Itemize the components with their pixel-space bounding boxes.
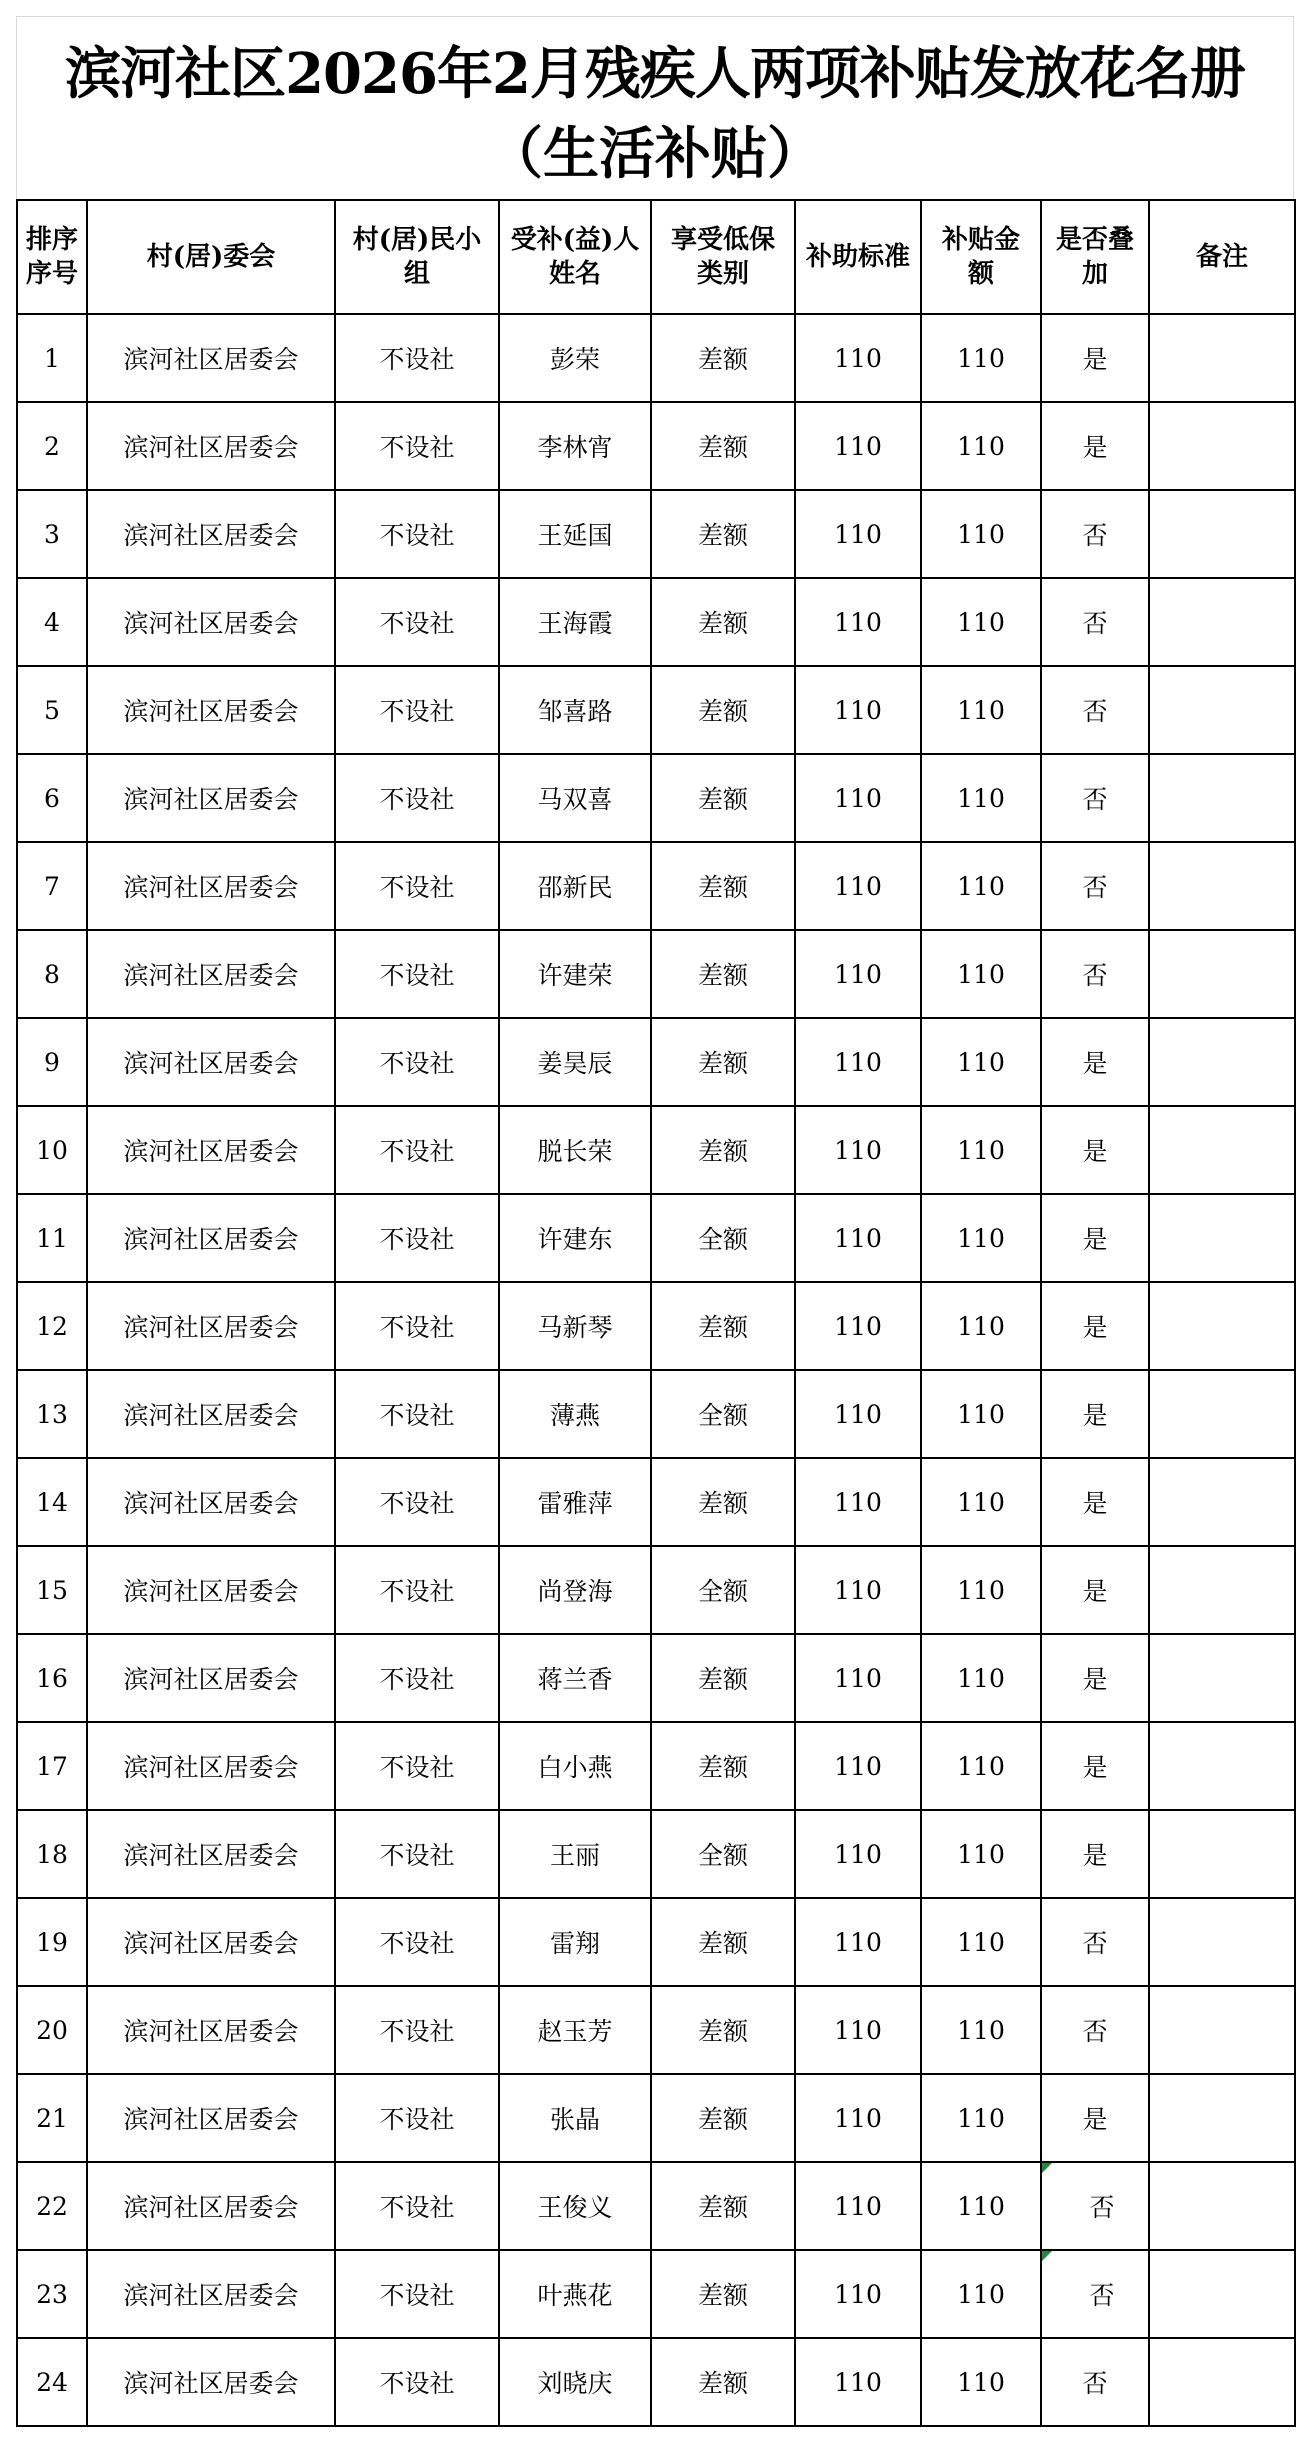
cell-group: 不设社	[335, 2162, 499, 2250]
cell-group: 不设社	[335, 842, 499, 930]
cell-amount: 110	[921, 490, 1041, 578]
table-row	[17, 1722, 1295, 1810]
cell-note	[1149, 1986, 1295, 2074]
cell-overlap: 是	[1041, 1194, 1149, 1282]
cell-standard: 110	[795, 930, 921, 1018]
cell-amount: 110	[921, 1986, 1041, 2074]
cell-amount: 110	[921, 930, 1041, 1018]
cell-note	[1149, 402, 1295, 490]
document-title: 滨河社区2026年2月残疾人两项补贴发放花名册	[65, 41, 1245, 107]
cell-note	[1149, 1106, 1295, 1194]
table-row	[17, 930, 1295, 1018]
cell-overlap: 是	[1041, 314, 1149, 402]
cell-group: 不设社	[335, 314, 499, 402]
header-row	[17, 200, 1295, 314]
cell-standard: 110	[795, 2250, 921, 2338]
cell-overlap: 是	[1041, 1458, 1149, 1546]
cell-category: 差额	[651, 314, 795, 402]
cell-name: 王海霞	[499, 578, 651, 666]
cell-name: 王延国	[499, 490, 651, 578]
table-row	[17, 1898, 1295, 1986]
cell-amount: 110	[921, 1194, 1041, 1282]
cell-group: 不设社	[335, 1194, 499, 1282]
cell-category: 差额	[651, 930, 795, 1018]
cell-overlap: 是	[1041, 2074, 1149, 2162]
cell-name: 马双喜	[499, 754, 651, 842]
header-category-label: 享受低保 类别	[670, 225, 775, 289]
cell-amount: 110	[921, 1634, 1041, 1722]
cell-group: 不设社	[335, 666, 499, 754]
cell-committee: 滨河社区居委会	[87, 1986, 335, 2074]
header-note	[1149, 200, 1295, 314]
cell-standard: 110	[795, 314, 921, 402]
cell-name: 蒋兰香	[499, 1634, 651, 1722]
cell-committee: 滨河社区居委会	[87, 1106, 335, 1194]
cell-name: 彭荣	[499, 314, 651, 402]
cell-note	[1149, 314, 1295, 402]
cell-category: 差额	[651, 754, 795, 842]
cell-committee: 滨河社区居委会	[87, 1370, 335, 1458]
document-subtitle: （生活补贴）	[487, 121, 823, 187]
cell-seq: 1	[17, 314, 87, 402]
cell-standard: 110	[795, 1106, 921, 1194]
cell-committee: 滨河社区居委会	[87, 2250, 335, 2338]
table-row	[17, 2074, 1295, 2162]
cell-amount: 110	[921, 314, 1041, 402]
cell-group: 不设社	[335, 1986, 499, 2074]
cell-committee: 滨河社区居委会	[87, 930, 335, 1018]
cell-seq: 18	[17, 1810, 87, 1898]
cell-standard: 110	[795, 1018, 921, 1106]
cell-standard: 110	[795, 1898, 921, 1986]
header-committee	[87, 200, 335, 314]
cell-group: 不设社	[335, 930, 499, 1018]
cell-overlap: 是	[1041, 402, 1149, 490]
cell-group: 不设社	[335, 1106, 499, 1194]
cell-seq: 14	[17, 1458, 87, 1546]
cell-overlap: 是	[1041, 1722, 1149, 1810]
cell-note	[1149, 490, 1295, 578]
cell-name: 许建东	[499, 1194, 651, 1282]
cell-note	[1149, 666, 1295, 754]
cell-category: 差额	[651, 1282, 795, 1370]
cell-amount: 110	[921, 1546, 1041, 1634]
cell-amount: 110	[921, 2074, 1041, 2162]
header-standard-label: 补助标准	[805, 242, 910, 272]
header-amount	[921, 200, 1041, 314]
cell-note	[1149, 578, 1295, 666]
cell-group: 不设社	[335, 1282, 499, 1370]
cell-standard: 110	[795, 2074, 921, 2162]
cell-amount: 110	[921, 666, 1041, 754]
table-row	[17, 1106, 1295, 1194]
cell-note	[1149, 2338, 1295, 2426]
cell-category: 差额	[651, 2250, 795, 2338]
cell-category: 差额	[651, 1986, 795, 2074]
cell-overlap: 否	[1041, 930, 1149, 1018]
cell-committee: 滨河社区居委会	[87, 2074, 335, 2162]
cell-amount: 110	[921, 842, 1041, 930]
roster-sheet	[16, 16, 1294, 2427]
cell-note	[1149, 2074, 1295, 2162]
cell-category: 差额	[651, 666, 795, 754]
header-committee-label: 村(居)委会	[146, 242, 276, 272]
cell-seq: 13	[17, 1370, 87, 1458]
cell-category: 差额	[651, 2162, 795, 2250]
header-overlap	[1041, 200, 1149, 314]
cell-name: 姜昊辰	[499, 1018, 651, 1106]
cell-seq: 6	[17, 754, 87, 842]
cell-name: 邵新民	[499, 842, 651, 930]
cell-committee: 滨河社区居委会	[87, 578, 335, 666]
cell-note	[1149, 1282, 1295, 1370]
cell-group: 不设社	[335, 578, 499, 666]
cell-amount: 110	[921, 402, 1041, 490]
cell-standard: 110	[795, 1546, 921, 1634]
table-row	[17, 1018, 1295, 1106]
cell-name: 马新琴	[499, 1282, 651, 1370]
cell-seq: 9	[17, 1018, 87, 1106]
cell-category: 差额	[651, 1634, 795, 1722]
cell-category: 差额	[651, 2074, 795, 2162]
cell-category: 差额	[651, 1018, 795, 1106]
cell-standard: 110	[795, 666, 921, 754]
table-row	[17, 1634, 1295, 1722]
cell-committee: 滨河社区居委会	[87, 1282, 335, 1370]
cell-group: 不设社	[335, 1458, 499, 1546]
cell-seq: 2	[17, 402, 87, 490]
cell-name: 李林宵	[499, 402, 651, 490]
cell-name: 王俊义	[499, 2162, 651, 2250]
cell-amount: 110	[921, 1106, 1041, 1194]
cell-seq: 19	[17, 1898, 87, 1986]
cell-committee: 滨河社区居委会	[87, 842, 335, 930]
cell-amount: 110	[921, 754, 1041, 842]
cell-overlap: 否	[1041, 2338, 1149, 2426]
cell-category: 差额	[651, 1458, 795, 1546]
header-seq	[17, 200, 87, 314]
cell-standard: 110	[795, 1986, 921, 2074]
cell-overlap: 否	[1041, 490, 1149, 578]
cell-note	[1149, 842, 1295, 930]
cell-group: 不设社	[335, 1546, 499, 1634]
cell-group: 不设社	[335, 754, 499, 842]
cell-standard: 110	[795, 842, 921, 930]
cell-standard: 110	[795, 1370, 921, 1458]
cell-committee: 滨河社区居委会	[87, 402, 335, 490]
table-row	[17, 1458, 1295, 1546]
cell-group: 不设社	[335, 1018, 499, 1106]
cell-note	[1149, 1458, 1295, 1546]
cell-standard: 110	[795, 1634, 921, 1722]
cell-committee: 滨河社区居委会	[87, 1546, 335, 1634]
table-row	[17, 490, 1295, 578]
header-category	[651, 200, 795, 314]
cell-amount: 110	[921, 1722, 1041, 1810]
header-overlap-label: 是否叠 加	[1055, 225, 1134, 289]
cell-seq: 10	[17, 1106, 87, 1194]
cell-name: 刘晓庆	[499, 2338, 651, 2426]
roster-body	[17, 314, 1295, 2426]
cell-note	[1149, 1898, 1295, 1986]
cell-note	[1149, 1018, 1295, 1106]
cell-overlap: 是	[1041, 1106, 1149, 1194]
cell-category: 全额	[651, 1370, 795, 1458]
cell-amount: 110	[921, 578, 1041, 666]
cell-overlap: 否	[1041, 2250, 1149, 2338]
cell-standard: 110	[795, 1282, 921, 1370]
cell-committee: 滨河社区居委会	[87, 1634, 335, 1722]
cell-seq: 16	[17, 1634, 87, 1722]
cell-committee: 滨河社区居委会	[87, 490, 335, 578]
cell-committee: 滨河社区居委会	[87, 1898, 335, 1986]
header-note-label: 备注	[1195, 242, 1248, 272]
cell-overlap: 否	[1041, 2162, 1149, 2250]
table-row	[17, 1194, 1295, 1282]
cell-amount: 110	[921, 1282, 1041, 1370]
cell-name: 赵玉芳	[499, 1986, 651, 2074]
cell-committee: 滨河社区居委会	[87, 2162, 335, 2250]
header-group	[335, 200, 499, 314]
cell-seq: 17	[17, 1722, 87, 1810]
cell-overlap: 是	[1041, 1634, 1149, 1722]
cell-seq: 23	[17, 2250, 87, 2338]
cell-overlap: 否	[1041, 1986, 1149, 2074]
cell-category: 全额	[651, 1194, 795, 1282]
cell-standard: 110	[795, 1722, 921, 1810]
table-row	[17, 2250, 1295, 2338]
table-row	[17, 1810, 1295, 1898]
header-name-label: 受补(益)人 姓名	[510, 225, 640, 289]
cell-category: 全额	[651, 1810, 795, 1898]
cell-seq: 24	[17, 2338, 87, 2426]
cell-note	[1149, 2162, 1295, 2250]
cell-committee: 滨河社区居委会	[87, 1458, 335, 1546]
cell-name: 王丽	[499, 1810, 651, 1898]
cell-committee: 滨河社区居委会	[87, 666, 335, 754]
cell-overlap: 否	[1041, 666, 1149, 754]
cell-category: 差额	[651, 1106, 795, 1194]
cell-standard: 110	[795, 490, 921, 578]
header-amount-label: 补贴金 额	[941, 225, 1020, 289]
cell-name: 雷雅萍	[499, 1458, 651, 1546]
cell-category: 全额	[651, 1546, 795, 1634]
cell-seq: 21	[17, 2074, 87, 2162]
header-group-label: 村(居)民小 组	[352, 225, 482, 289]
cell-name: 雷翔	[499, 1898, 651, 1986]
cell-committee: 滨河社区居委会	[87, 1810, 335, 1898]
table-row	[17, 1986, 1295, 2074]
cell-category: 差额	[651, 1898, 795, 1986]
cell-standard: 110	[795, 754, 921, 842]
cell-note	[1149, 1722, 1295, 1810]
cell-group: 不设社	[335, 402, 499, 490]
cell-amount: 110	[921, 1018, 1041, 1106]
cell-name: 叶燕花	[499, 2250, 651, 2338]
cell-group: 不设社	[335, 2250, 499, 2338]
cell-committee: 滨河社区居委会	[87, 1018, 335, 1106]
table-row	[17, 2338, 1295, 2426]
cell-committee: 滨河社区居委会	[87, 2338, 335, 2426]
cell-group: 不设社	[335, 1810, 499, 1898]
cell-seq: 22	[17, 2162, 87, 2250]
table-row	[17, 754, 1295, 842]
header-seq-label: 排序 序号	[25, 225, 78, 289]
table-row	[17, 666, 1295, 754]
cell-category: 差额	[651, 490, 795, 578]
cell-group: 不设社	[335, 1634, 499, 1722]
cell-group: 不设社	[335, 1722, 499, 1810]
cell-amount: 110	[921, 1810, 1041, 1898]
cell-seq: 8	[17, 930, 87, 1018]
cell-name: 邹喜路	[499, 666, 651, 754]
cell-seq: 3	[17, 490, 87, 578]
cell-note	[1149, 930, 1295, 1018]
cell-group: 不设社	[335, 490, 499, 578]
cell-standard: 110	[795, 1810, 921, 1898]
cell-committee: 滨河社区居委会	[87, 754, 335, 842]
cell-note	[1149, 1810, 1295, 1898]
cell-overlap: 否	[1041, 578, 1149, 666]
cell-seq: 5	[17, 666, 87, 754]
table-row	[17, 578, 1295, 666]
cell-overlap: 否	[1041, 1898, 1149, 1986]
cell-category: 差额	[651, 402, 795, 490]
cell-note	[1149, 1370, 1295, 1458]
cell-name: 脱长荣	[499, 1106, 651, 1194]
roster-table	[16, 199, 1296, 2427]
header-standard	[795, 200, 921, 314]
cell-category: 差额	[651, 578, 795, 666]
cell-name: 白小燕	[499, 1722, 651, 1810]
cell-amount: 110	[921, 1458, 1041, 1546]
cell-overlap: 否	[1041, 754, 1149, 842]
cell-note	[1149, 754, 1295, 842]
table-row	[17, 1282, 1295, 1370]
cell-standard: 110	[795, 1458, 921, 1546]
cell-seq: 11	[17, 1194, 87, 1282]
cell-committee: 滨河社区居委会	[87, 1194, 335, 1282]
cell-standard: 110	[795, 2162, 921, 2250]
cell-amount: 110	[921, 1370, 1041, 1458]
cell-category: 差额	[651, 2338, 795, 2426]
cell-note	[1149, 1194, 1295, 1282]
cell-amount: 110	[921, 2162, 1041, 2250]
table-row	[17, 314, 1295, 402]
table-row	[17, 842, 1295, 930]
table-row	[17, 2162, 1295, 2250]
cell-amount: 110	[921, 2338, 1041, 2426]
cell-standard: 110	[795, 578, 921, 666]
cell-overlap: 是	[1041, 1370, 1149, 1458]
cell-group: 不设社	[335, 2074, 499, 2162]
table-row	[17, 1546, 1295, 1634]
cell-seq: 7	[17, 842, 87, 930]
cell-overlap: 是	[1041, 1810, 1149, 1898]
cell-category: 差额	[651, 842, 795, 930]
cell-committee: 滨河社区居委会	[87, 1722, 335, 1810]
cell-committee: 滨河社区居委会	[87, 314, 335, 402]
cell-amount: 110	[921, 1898, 1041, 1986]
cell-name: 许建荣	[499, 930, 651, 1018]
cell-overlap: 是	[1041, 1018, 1149, 1106]
cell-seq: 12	[17, 1282, 87, 1370]
cell-name: 薄燕	[499, 1370, 651, 1458]
cell-note	[1149, 2250, 1295, 2338]
cell-name: 尚登海	[499, 1546, 651, 1634]
cell-standard: 110	[795, 2338, 921, 2426]
cell-note	[1149, 1634, 1295, 1722]
cell-group: 不设社	[335, 1370, 499, 1458]
cell-seq: 4	[17, 578, 87, 666]
cell-overlap: 是	[1041, 1546, 1149, 1634]
cell-note	[1149, 1546, 1295, 1634]
title-area	[16, 16, 1294, 199]
cell-amount: 110	[921, 2250, 1041, 2338]
cell-overlap: 否	[1041, 842, 1149, 930]
cell-standard: 110	[795, 402, 921, 490]
cell-standard: 110	[795, 1194, 921, 1282]
cell-name: 张晶	[499, 2074, 651, 2162]
cell-overlap: 是	[1041, 1282, 1149, 1370]
cell-seq: 20	[17, 1986, 87, 2074]
cell-group: 不设社	[335, 1898, 499, 1986]
cell-category: 差额	[651, 1722, 795, 1810]
table-row	[17, 402, 1295, 490]
cell-group: 不设社	[335, 2338, 499, 2426]
cell-seq: 15	[17, 1546, 87, 1634]
header-name	[499, 200, 651, 314]
table-row	[17, 1370, 1295, 1458]
